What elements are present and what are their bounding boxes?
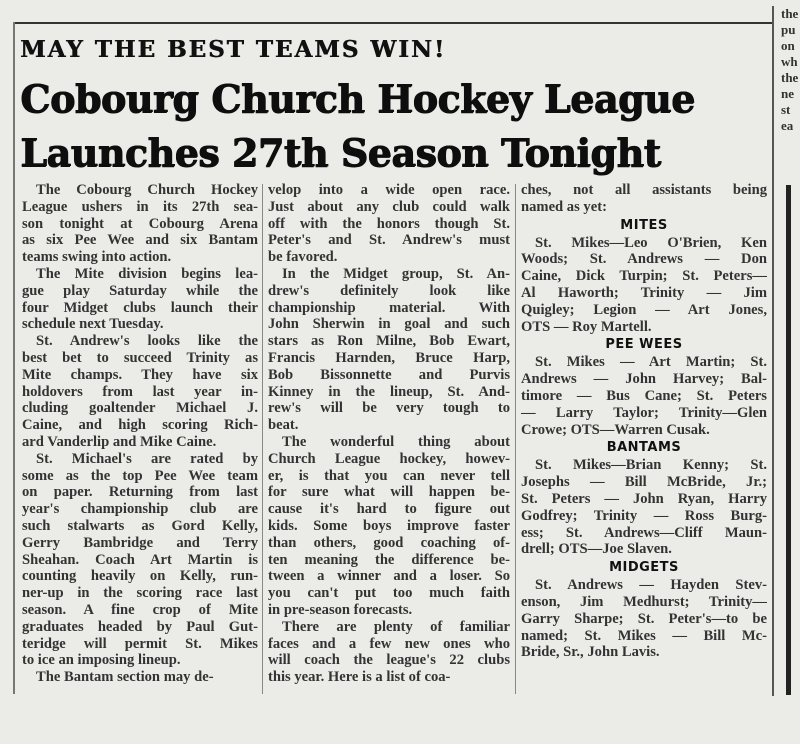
article-column-2 xyxy=(268,182,510,686)
paragraph xyxy=(268,434,510,619)
fragment-text: ea xyxy=(781,118,794,133)
fragment-text: ne xyxy=(781,86,794,101)
text-line: St. Mikes—Leo O'Brien, Ken xyxy=(535,234,767,251)
text-line: St. Mikes — Art Martin; St. xyxy=(535,354,767,371)
paragraph xyxy=(22,451,258,669)
left-border xyxy=(13,22,15,694)
text-line: drew's definitely look like xyxy=(268,282,510,299)
text-line: Al Haworth; Trinity — Jim xyxy=(521,284,767,301)
text-line: The wonderful thing about xyxy=(282,433,510,450)
paragraph xyxy=(521,577,767,661)
text-line: Josephs — Bill McBride, Jr.; xyxy=(521,474,767,491)
text-line: Andrews — John Harvey; Bal- xyxy=(521,371,767,388)
text-line: League ushers in its 27th sea- xyxy=(22,198,258,215)
text-line: St. Andrew's looks like the xyxy=(36,333,258,350)
section-heading: MITES xyxy=(620,217,668,233)
text-line: Church League hockey, howev- xyxy=(268,450,510,467)
paragraph xyxy=(22,182,258,266)
text-line: John Sherwin in goal and such xyxy=(268,316,510,333)
text-line: stars as Ron Milne, Bob Ewart, xyxy=(268,333,510,350)
text-line: Gerry Bambridge and Terry xyxy=(22,534,258,551)
text-line: Caine, and high scoring Rich- xyxy=(22,417,258,434)
text-line: The Mite division begins lea- xyxy=(36,265,258,282)
text-line: Francis Harnden, Bruce Harp, xyxy=(268,349,510,366)
text-line: schedule next Tuesday. xyxy=(22,316,164,333)
text-line: Peter's and St. Andrew's must xyxy=(268,232,510,249)
text-line: on paper. Returning from last xyxy=(22,484,258,501)
fragment-text: the xyxy=(781,70,799,85)
text-line: ten meaning the difference be- xyxy=(268,551,510,568)
paragraph xyxy=(521,354,767,438)
text-line: named; St. Mikes — Bill Mc- xyxy=(521,627,767,644)
text-line: named as yet: xyxy=(521,198,607,215)
text-line: rew's will be very tough to xyxy=(268,400,510,417)
fragment-text: wh xyxy=(781,54,798,69)
text-line: Woods; St. Andrews — Don xyxy=(521,251,767,268)
text-line: such stalwarts as Gord Kelly, xyxy=(22,517,258,534)
text-line: ner-up in the scoring race last xyxy=(22,585,258,602)
text-line: championship material. With xyxy=(268,299,510,316)
text-line: faces and a few new ones who xyxy=(268,635,510,652)
text-line: Mite champs. They have six xyxy=(22,366,258,383)
top-rule xyxy=(14,22,772,24)
adjacent-column-fragments xyxy=(781,6,798,134)
text-line: Sheahan. Coach Art Martin is xyxy=(22,551,258,568)
headline-line-1: Cobourg Church Hockey League xyxy=(20,76,695,121)
text-line: The Cobourg Church Hockey xyxy=(36,182,258,198)
text-line: ard Vanderlip and Mike Caine. xyxy=(22,433,217,450)
text-line: St. Peters — John Ryan, Harry xyxy=(521,490,767,507)
text-line: to ice an imposing lineup. xyxy=(22,652,181,669)
article-column-1 xyxy=(22,182,258,686)
text-line: Kinney in the lineup, St. And- xyxy=(268,383,510,400)
text-line: year's championship club are xyxy=(22,501,258,518)
paragraph xyxy=(521,182,767,216)
paragraph xyxy=(268,266,510,434)
kicker-headline: MAY THE BEST TEAMS WIN! xyxy=(20,36,446,63)
text-line: — Larry Taylor; Trinity—Glen xyxy=(521,404,767,421)
right-border xyxy=(772,6,774,696)
text-line: off with the honors though St. xyxy=(268,215,510,232)
text-line: for sure what will happen be- xyxy=(268,484,510,501)
fragment-text: the xyxy=(781,6,799,21)
fragment-text: pu xyxy=(781,22,796,37)
headline-line-2: Launches 27th Season Tonight xyxy=(20,130,661,175)
text-line: cause it's hard to figure out xyxy=(268,501,510,518)
paragraph xyxy=(22,669,258,686)
section-heading: PEE WEES xyxy=(605,337,683,353)
text-line: In the Midget group, St. An- xyxy=(282,265,510,282)
text-line: Bob Bissonnette and Purvis xyxy=(268,366,510,383)
paragraph xyxy=(521,235,767,336)
text-line: will coach the league's 22 clubs xyxy=(268,652,510,669)
text-line: in pre-season forecasts. xyxy=(268,601,413,618)
text-line: graduates headed by Paul Gut- xyxy=(22,618,258,635)
text-line: gue play Saturday while the xyxy=(22,282,258,299)
fragment-text: on xyxy=(781,38,795,53)
text-line: than others, good coaching of- xyxy=(268,534,510,551)
text-line: teridge will permit St. Mikes xyxy=(22,635,258,652)
text-line: Just about any club could walk xyxy=(268,198,510,215)
paragraph xyxy=(268,619,510,686)
text-line: son tonight at Cobourg Arena xyxy=(22,215,258,232)
text-line: Bride, Sr., John Lavis. xyxy=(521,644,660,661)
column-divider-2 xyxy=(515,184,516,694)
text-line: OTS — Roy Martell. xyxy=(521,318,652,335)
text-line: some as the top Pee Wee team xyxy=(22,467,258,484)
article-column-3 xyxy=(521,182,767,661)
fragment-text: st xyxy=(781,102,791,117)
text-line: velop into a wide open race. xyxy=(268,182,510,198)
text-line: as six Pee Wee and six Bantam xyxy=(22,232,258,249)
text-line: best bet to succeed Trinity as xyxy=(22,349,258,366)
paragraph xyxy=(268,182,510,266)
text-line: Garry Sharpe; St. Peter's—to be xyxy=(521,610,767,627)
text-line: er, is that you can never tell xyxy=(268,467,510,484)
text-line: four Midget clubs launch their xyxy=(22,299,258,316)
text-line: Quigley; Legion — Art Jones, xyxy=(521,301,767,318)
text-line: drell; OTS—Joe Slaven. xyxy=(521,541,672,558)
text-line: tween a winner and a loser. So xyxy=(268,568,510,585)
text-line: Crowe; OTS—Warren Cusak. xyxy=(521,421,710,438)
text-line: counting heavily on Kelly, run- xyxy=(22,568,258,585)
text-line: St. Andrews — Hayden Stev- xyxy=(535,577,767,594)
text-line: St. Mikes—Brian Kenny; St. xyxy=(535,457,767,474)
text-line: holdovers from last year in- xyxy=(22,383,258,400)
text-line: beat. xyxy=(268,417,299,434)
section-heading: MIDGETS xyxy=(609,560,679,576)
paragraph xyxy=(22,266,258,333)
text-line: cluding goaltender Michael J. xyxy=(22,400,258,417)
text-line: kids. Some boys improve faster xyxy=(268,517,510,534)
text-line: ches, not all assistants being xyxy=(521,182,767,198)
text-line: St. Michael's are rated by xyxy=(36,450,258,467)
text-line: season. A fine crop of Mite xyxy=(22,601,258,618)
text-line: be favored. xyxy=(268,249,338,266)
section-heading: BANTAMS xyxy=(606,440,682,456)
text-line: enson, Jim Medhurst; Trinity— xyxy=(521,593,767,610)
text-line: Caine, Dick Turpin; St. Peters— xyxy=(521,268,767,285)
column-divider-1 xyxy=(262,184,263,694)
text-line: Godfrey; Trinity — Ross Burg- xyxy=(521,507,767,524)
adjacent-column-rule xyxy=(786,185,791,695)
paragraph xyxy=(22,333,258,451)
text-line: you can't put too much faith xyxy=(268,585,510,602)
text-line: teams swing into action. xyxy=(22,249,172,266)
text-line: timore — Bus Cane; St. Peters xyxy=(521,387,767,404)
text-line: The Bantam section may de- xyxy=(36,669,214,686)
text-line: ess; St. Andrews—Cliff Maun- xyxy=(521,524,767,541)
text-line: There are plenty of familiar xyxy=(282,618,510,635)
paragraph xyxy=(521,457,767,558)
text-line: this year. Here is a list of coa- xyxy=(268,669,451,686)
